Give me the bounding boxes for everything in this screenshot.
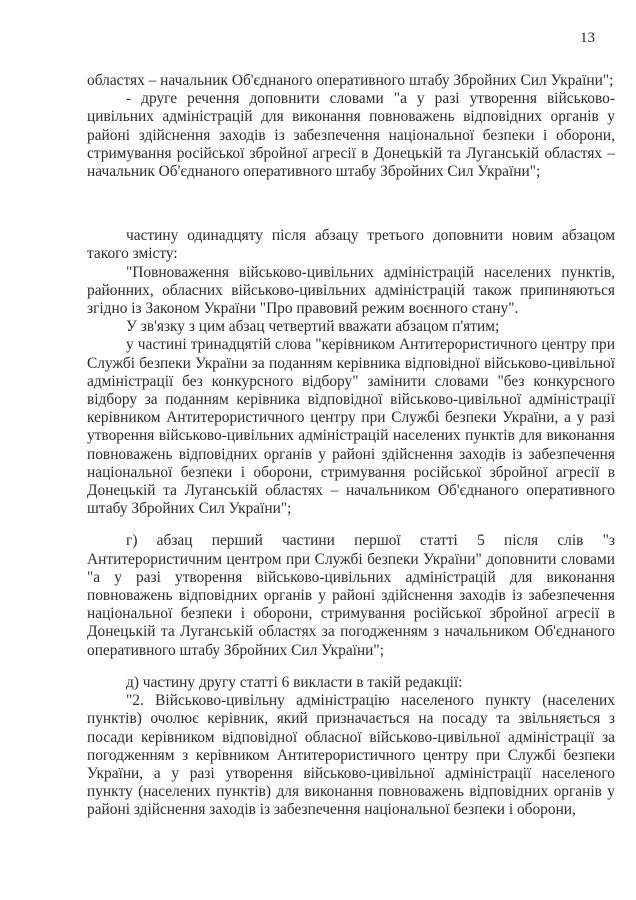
page-number: 13 (580, 30, 595, 46)
paragraph-continuation: областях – начальник Об'єднаного оперативного штабу Збройних Сил України"; (87, 72, 614, 89)
paragraph-item-g-article-5: г) абзац перший частини першої статті 5 після слів "з Антитерористичним центром при Службі безпеки України" доповнити словами "а у разі утворення військово-цивільних адміністрацій для виконання повноважень відповідних органів у районі здійснення заходів із забезпечення національної безпеки і оборони, стримування російської збройної агресії в Донецькій та Луганській областях за погодженням з начальником Об'єднаного оперативного штабу Збройних Сил України"; (87, 532, 615, 659)
paragraph-part-eleven-amendment: частину одинадцяту після абзацу третього доповнити новим абзацом такого змісту: (87, 227, 615, 263)
paragraph-second-sentence-amendment: - друге речення доповнити словами "а у разі утворення військово-цивільних адміністрацій для виконання повноважень відповідних органів у районі здійснення заходів із забезпечення національної безпеки і оборони, стримування російської збройної агресії в Донецькій та Луганській областях – начальник Об'єднаного оперативного штабу Збройних Сил України"; (87, 90, 615, 181)
paragraph-powers-quote: "Повноваження військово-цивільних адміністрацій населених пунктів, районних, обласних військово-цивільних адміністрацій також припиняються згідно із Законом України "Про правовий режим воєнного стану". (87, 263, 615, 318)
paragraph-article-6-part-2-quote: "2. Військово-цивільну адміністрацію населеного пункту (населених пунктів) очолює керівник, який призначається на посаду та звільняється з посади керівником відповідної обласної військово-цивільної адміністрації за погодженням з керівником Антитерористичного центру при Службі безпеки України, а у разі утворення військово-цивільної адміністрації населеного пункту (населених пунктів) для виконання повноважень відповідних органів у районі здійснення заходів із забезпечення національної безпеки і оборони, (87, 692, 615, 819)
paragraph-part-thirteen-amendment: у частині тринадцятій слова "керівником Антитерористичного центру при Службі безпеки України за поданням керівника відповідної військово-цивільної адміністрації без конкурсного відбору" замінити словами "без конкурсного відбору за поданням керівника відповідної військово-цивільної адміністрації керівником Антитерористичного центру при Службі безпеки України, а у разі утворення військово-цивільних адміністрацій населених пунктів для виконання повноважень відповідних органів у районі здійснення заходів із забезпечення національної безпеки і оборони, стримування російської збройної агресії в Донецькій та Луганській областях – начальником Об'єднаного оперативного штабу Збройних Сил України"; (87, 336, 615, 518)
document-body (87, 72, 615, 820)
paragraph-item-d-article-6: д) частину другу статті 6 викласти в такій редакції: (126, 673, 463, 691)
paragraph-renumbering-note: У зв'язку з цим абзац четвертий вважати абзацом п'ятим; (126, 318, 500, 336)
